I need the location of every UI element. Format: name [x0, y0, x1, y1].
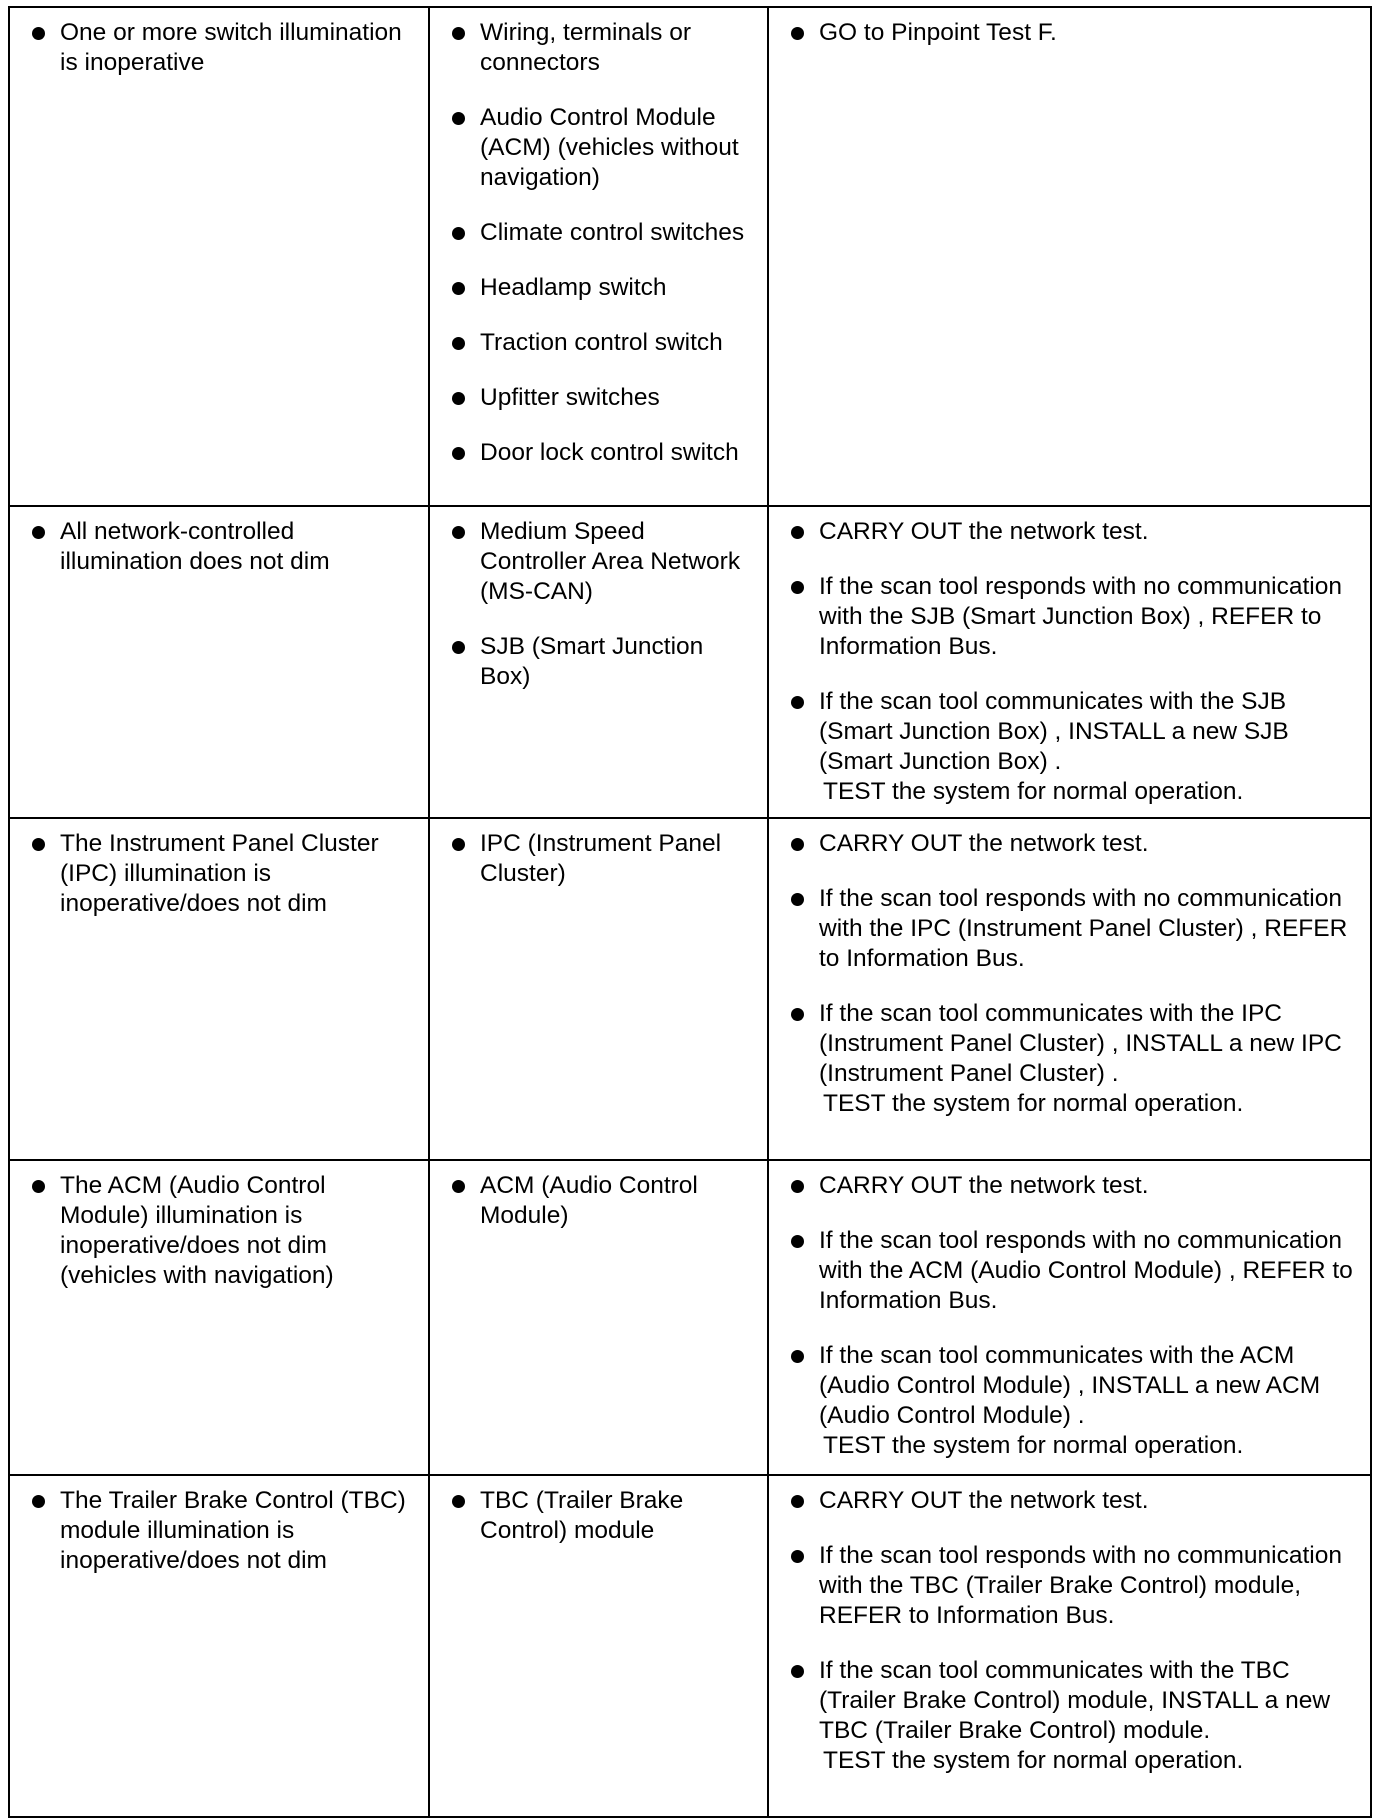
action-cell	[768, 1160, 1371, 1475]
source-text: Door lock control switch	[480, 439, 739, 466]
source-item	[440, 328, 757, 358]
table-row	[9, 1160, 1371, 1475]
source-item	[440, 1171, 757, 1231]
condition-list	[20, 1171, 418, 1291]
table-row	[9, 1475, 1371, 1817]
bullet-icon	[791, 526, 804, 539]
bullet-icon	[32, 1180, 45, 1193]
action-item	[779, 18, 1360, 48]
symptom-chart-body	[9, 7, 1371, 1817]
bullet-icon	[791, 1495, 804, 1508]
action-item	[779, 999, 1360, 1119]
source-item	[440, 632, 757, 692]
bullet-icon	[452, 1180, 465, 1193]
action-item	[779, 1341, 1360, 1461]
source-item	[440, 829, 757, 889]
bullet-icon	[791, 1235, 804, 1248]
action-text: CARRY OUT the network test.	[819, 518, 1149, 545]
action-text: If the scan tool communicates with the IPC (Instrument Panel Cluster) , INSTALL a new IPC (Instrument Panel Cluster) .	[819, 1000, 1342, 1087]
condition-text: One or more switch illumination is inoperative	[60, 19, 402, 76]
bullet-icon	[452, 337, 465, 350]
action-followup-text: TEST the system for normal operation.	[823, 1747, 1244, 1774]
action-list	[779, 517, 1360, 807]
symptom-chart-table	[8, 6, 1372, 1818]
bullet-icon	[452, 227, 465, 240]
source-item	[440, 103, 757, 193]
action-text: GO to Pinpoint Test F.	[819, 19, 1057, 46]
source-text: Wiring, terminals or connectors	[480, 19, 692, 76]
action-item	[779, 1656, 1360, 1776]
source-item	[440, 218, 757, 248]
action-text: CARRY OUT the network test.	[819, 830, 1149, 857]
action-item	[779, 829, 1360, 859]
bullet-icon	[32, 1495, 45, 1508]
action-text: If the scan tool communicates with the SJB (Smart Junction Box) , INSTALL a new SJB (Smart Junction Box) .	[819, 688, 1289, 775]
source-text: Climate control switches	[480, 219, 745, 246]
condition-cell	[9, 818, 429, 1160]
bullet-icon	[791, 1665, 804, 1678]
bullet-icon	[452, 838, 465, 851]
action-item	[779, 572, 1360, 662]
condition-item	[20, 18, 418, 78]
action-list	[779, 829, 1360, 1119]
condition-list	[20, 1486, 418, 1576]
action-text: If the scan tool communicates with the ACM (Audio Control Module) , INSTALL a new ACM (Audio Control Module) .	[819, 1342, 1321, 1429]
condition-cell	[9, 1475, 429, 1817]
action-text: If the scan tool communicates with the TBC (Trailer Brake Control) module, INSTALL a new TBC (Trailer Brake Control) module.	[819, 1657, 1331, 1744]
condition-item	[20, 1486, 418, 1576]
source-text: Medium Speed Controller Area Network (MS-CAN)	[480, 518, 741, 605]
action-followup-text: TEST the system for normal operation.	[823, 1090, 1244, 1117]
source-list	[440, 18, 757, 468]
source-item	[440, 383, 757, 413]
source-text: Headlamp switch	[480, 274, 667, 301]
action-list	[779, 1171, 1360, 1461]
condition-text: The Instrument Panel Cluster (IPC) illumination is inoperative/does not dim	[60, 830, 379, 917]
bullet-icon	[452, 112, 465, 125]
bullet-icon	[452, 641, 465, 654]
source-list	[440, 1486, 757, 1546]
condition-list	[20, 18, 418, 78]
table-row	[9, 818, 1371, 1160]
condition-text: All network-controlled illumination does not dim	[60, 518, 330, 575]
action-list	[779, 18, 1360, 48]
condition-cell	[9, 506, 429, 818]
bullet-icon	[452, 526, 465, 539]
action-item	[779, 517, 1360, 547]
action-text: If the scan tool responds with no communication with the SJB (Smart Junction Box) , REFER to Information Bus.	[819, 573, 1342, 660]
condition-item	[20, 517, 418, 577]
possible-source-cell	[429, 1475, 768, 1817]
source-text: TBC (Trailer Brake Control) module	[480, 1487, 684, 1544]
action-followup-text: TEST the system for normal operation.	[823, 1432, 1244, 1459]
bullet-icon	[791, 893, 804, 906]
possible-source-cell	[429, 818, 768, 1160]
action-followup-text: TEST the system for normal operation.	[823, 778, 1244, 805]
bullet-icon	[452, 282, 465, 295]
action-text: If the scan tool responds with no communication with the TBC (Trailer Brake Control) module, REFER to Information Bus.	[819, 1542, 1342, 1629]
bullet-icon	[791, 1008, 804, 1021]
possible-source-cell	[429, 1160, 768, 1475]
bullet-icon	[791, 838, 804, 851]
bullet-icon	[452, 27, 465, 40]
table-row	[9, 506, 1371, 818]
action-item	[779, 1486, 1360, 1516]
action-item	[779, 1171, 1360, 1201]
bullet-icon	[32, 526, 45, 539]
bullet-icon	[32, 838, 45, 851]
action-text: If the scan tool responds with no communication with the IPC (Instrument Panel Cluster) , REFER to Information Bus.	[819, 885, 1348, 972]
action-item	[779, 1541, 1360, 1631]
condition-cell	[9, 7, 429, 506]
source-item	[440, 438, 757, 468]
bullet-icon	[452, 392, 465, 405]
action-cell	[768, 7, 1371, 506]
condition-list	[20, 517, 418, 577]
source-text: IPC (Instrument Panel Cluster)	[480, 830, 722, 887]
source-item	[440, 273, 757, 303]
action-text: If the scan tool responds with no communication with the ACM (Audio Control Module) , REFER to Information Bus.	[819, 1227, 1353, 1314]
source-text: Upfitter switches	[480, 384, 660, 411]
action-text: CARRY OUT the network test.	[819, 1172, 1149, 1199]
action-cell	[768, 506, 1371, 818]
action-cell	[768, 818, 1371, 1160]
source-text: Audio Control Module (ACM) (vehicles without navigation)	[480, 104, 739, 191]
source-text: ACM (Audio Control Module)	[480, 1172, 698, 1229]
action-list	[779, 1486, 1360, 1776]
condition-item	[20, 829, 418, 919]
action-item	[779, 884, 1360, 974]
bullet-icon	[791, 581, 804, 594]
condition-cell	[9, 1160, 429, 1475]
table-row	[9, 7, 1371, 506]
action-item	[779, 687, 1360, 807]
bullet-icon	[452, 1495, 465, 1508]
source-list	[440, 517, 757, 692]
source-text: SJB (Smart Junction Box)	[480, 633, 704, 690]
source-list	[440, 1171, 757, 1231]
possible-source-cell	[429, 7, 768, 506]
source-item	[440, 18, 757, 78]
bullet-icon	[791, 1550, 804, 1563]
condition-text: The Trailer Brake Control (TBC) module illumination is inoperative/does not dim	[60, 1487, 406, 1574]
possible-source-cell	[429, 506, 768, 818]
action-cell	[768, 1475, 1371, 1817]
source-item	[440, 1486, 757, 1546]
action-text: CARRY OUT the network test.	[819, 1487, 1149, 1514]
source-text: Traction control switch	[480, 329, 723, 356]
condition-item	[20, 1171, 418, 1291]
bullet-icon	[32, 27, 45, 40]
source-item	[440, 517, 757, 607]
condition-text: The ACM (Audio Control Module) illumination is inoperative/does not dim (vehicles with navigation)	[60, 1172, 334, 1289]
bullet-icon	[791, 27, 804, 40]
bullet-icon	[791, 1350, 804, 1363]
bullet-icon	[791, 1180, 804, 1193]
bullet-icon	[452, 447, 465, 460]
source-list	[440, 829, 757, 889]
action-item	[779, 1226, 1360, 1316]
condition-list	[20, 829, 418, 919]
bullet-icon	[791, 696, 804, 709]
